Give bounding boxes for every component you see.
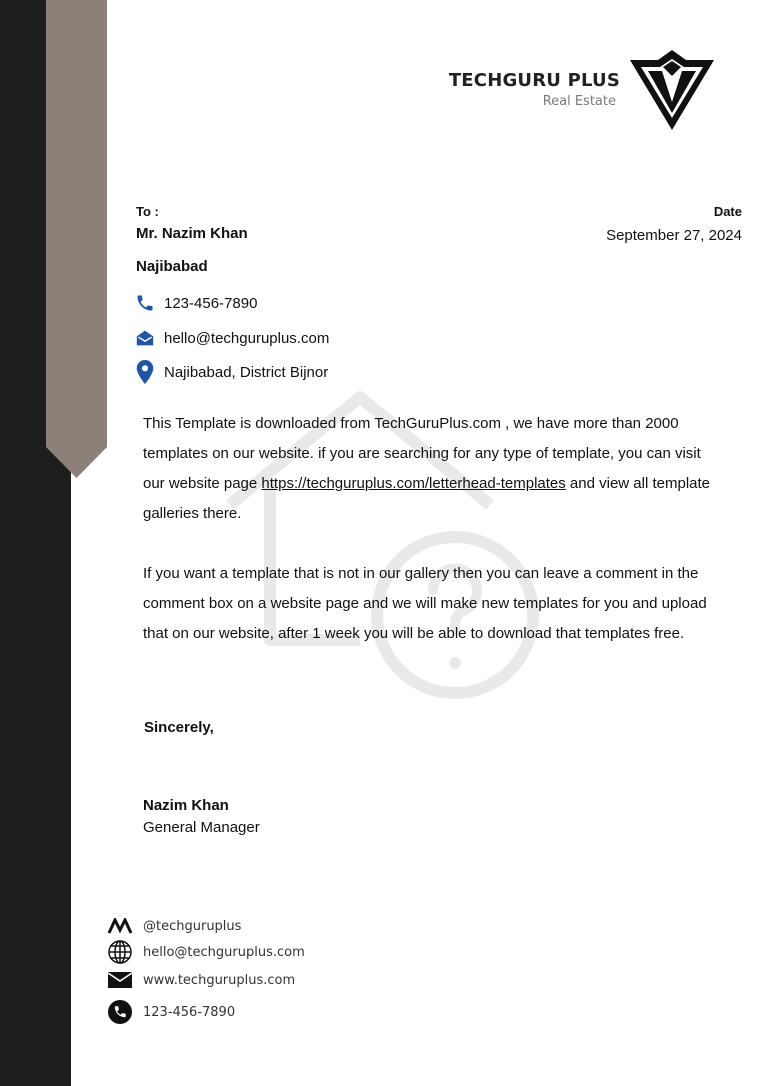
footer-email[interactable]: hello@techguruplus.com (143, 944, 305, 960)
contact-email-row (134, 327, 329, 349)
brand-block (440, 70, 620, 109)
date-value: September 27, 2024 (606, 227, 742, 244)
footer-email-row (106, 939, 305, 965)
body-line: comment box on a website page and we will make new templates for you and upload (143, 595, 707, 612)
signer-title: General Manager (143, 819, 260, 836)
contact-phone[interactable]: 123-456-7890 (164, 294, 258, 312)
location-pin-icon (134, 361, 156, 383)
globe-icon (106, 939, 134, 965)
closing-sincerely: Sincerely, (144, 719, 214, 736)
footer-phone-row (106, 999, 235, 1025)
footer-website[interactable]: www.techguruplus.com (143, 972, 296, 988)
date-label: Date (713, 204, 742, 219)
templates-link[interactable]: https://techguruplus.com/letterhead-templates (261, 475, 566, 492)
social-brand-icon (106, 913, 134, 939)
email-envelope-icon (134, 327, 156, 349)
footer-website-row (106, 967, 295, 993)
brand-logo-icon (628, 50, 716, 132)
body-line (143, 469, 749, 499)
phone-icon (134, 292, 156, 314)
recipient-city: Najibabad (136, 258, 208, 275)
contact-address: Najibabad, District Bijnor (164, 363, 329, 381)
body-line: galleries there. (143, 505, 242, 522)
phone-circle-icon (106, 999, 134, 1025)
brand-tagline: Real Estate (542, 94, 616, 109)
body-paragraph-1 (143, 409, 749, 529)
to-label: To : (136, 204, 159, 219)
body-line: This Template is downloaded from TechGuruPlus.com , we have more than 2000 (143, 415, 679, 432)
body-line-part: and view all template (565, 475, 711, 492)
contact-email[interactable]: hello@techguruplus.com (164, 329, 330, 347)
body-paragraph-2 (143, 559, 749, 649)
signer-name: Nazim Khan (143, 797, 229, 814)
contact-address-row (134, 361, 328, 383)
body-line: If you want a template that is not in our gallery then you can leave a comment in the (143, 565, 699, 582)
body-line: that on our website, after 1 week you will be able to download that templates free. (143, 625, 685, 642)
decorative-ribbon (46, 0, 107, 478)
footer-social[interactable]: @techguruplus (143, 918, 242, 934)
mail-icon (106, 967, 134, 993)
footer-phone[interactable]: 123-456-7890 (143, 1004, 236, 1020)
body-line: templates on our website. if you are searching for any type of template, you can visit (143, 445, 701, 462)
recipient-name: Mr. Nazim Khan (136, 225, 248, 242)
body-line-part: our website page (143, 475, 262, 492)
footer-social-row (106, 913, 241, 939)
brand-name: TECHGURU PLUS (448, 70, 620, 91)
contact-phone-row (134, 292, 257, 314)
